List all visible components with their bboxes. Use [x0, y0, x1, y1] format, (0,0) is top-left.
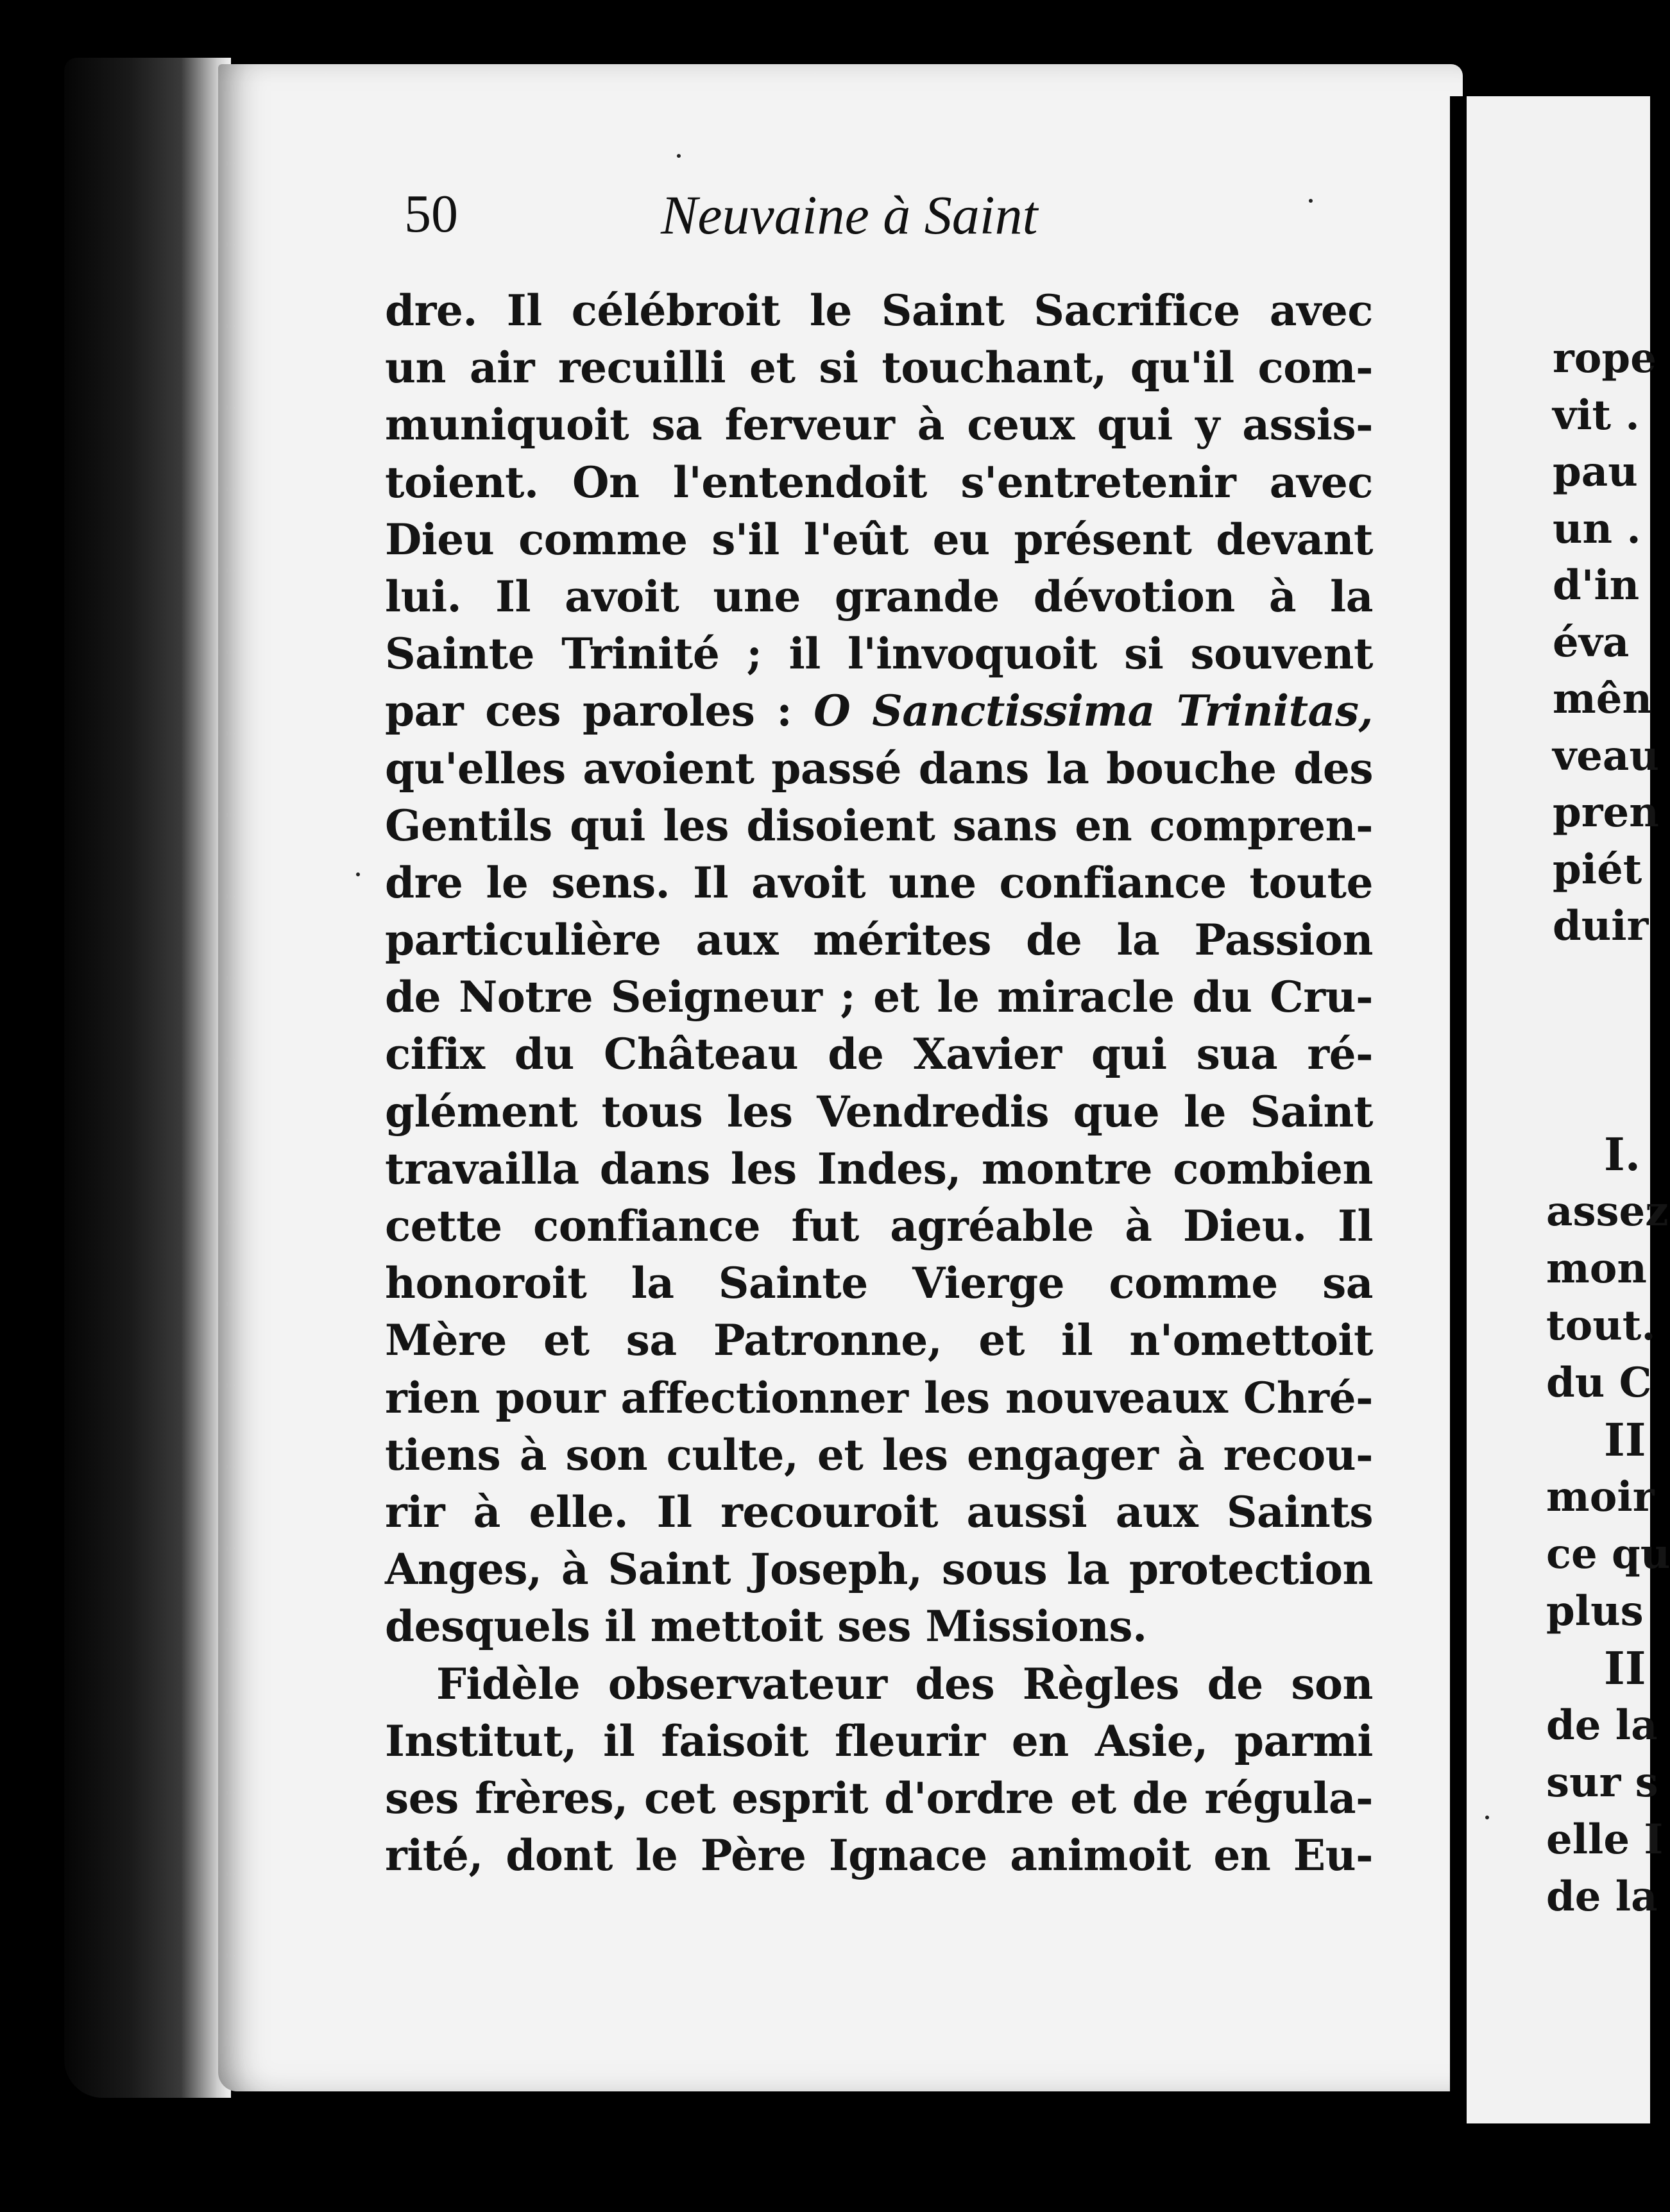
text-line: Gentils qui les disoient sans en compren-: [385, 800, 1373, 851]
text-line: rité, dont le Père Ignace animoit en Eu-: [385, 1830, 1373, 1881]
right-line: de la: [1546, 1701, 1658, 1749]
text-line: de Notre Seigneur ; et le miracle du Cru-: [385, 972, 1373, 1023]
text-line: Mère et sa Patronne, et il n'omettoit: [385, 1315, 1373, 1366]
right-line: sur s: [1546, 1758, 1658, 1807]
text-line: ses frères, cet esprit d'ordre et de régula-: [385, 1773, 1373, 1823]
text-line: travailla dans les Indes, montre combien: [385, 1143, 1373, 1194]
right-line: elle I: [1546, 1816, 1664, 1864]
right-numeral: II: [1604, 1642, 1646, 1695]
text-line: rien pour affectionner les nouveaux Chré-: [385, 1372, 1373, 1423]
right-line: vit .: [1553, 391, 1640, 439]
right-line: de la: [1546, 1873, 1658, 1921]
text-line: tiens à son culte, et les engager à recou-: [385, 1429, 1373, 1480]
right-line: mên: [1553, 675, 1652, 723]
text-line: qu'elles avoient passé dans la bouche des: [385, 743, 1373, 794]
right-line: pau: [1553, 448, 1638, 496]
right-line: duir: [1553, 902, 1649, 950]
right-page-text-bottom: [1546, 1126, 1670, 1925]
text-line: dre. Il célébroit le Saint Sacrifice avec: [385, 285, 1373, 336]
right-line: mon: [1546, 1245, 1647, 1293]
text-line: Dieu comme s'il l'eût eu présent devant: [385, 514, 1373, 565]
text-line: toient. On l'entendoit s'entretenir avec: [385, 457, 1373, 507]
right-line: ce qu: [1546, 1530, 1670, 1578]
text-line: Sainte Trinité ; il l'invoquoit si souvent: [385, 629, 1373, 679]
text-line: rir à elle. Il recouroit aussi aux Saints: [385, 1486, 1373, 1537]
text-line: cette confiance fut agréable à Dieu. Il: [385, 1201, 1373, 1251]
latin-invocation: O Sanctissima Trinitas,: [814, 686, 1373, 736]
text-line: honoroit la Sainte Vierge comme sa: [385, 1258, 1373, 1309]
text-line: dre le sens. Il avoit une confiance toute: [385, 857, 1373, 908]
text-fragment: par ces paroles :: [385, 686, 814, 736]
right-line: rope: [1553, 334, 1657, 382]
page-gutter: [1450, 96, 1467, 2111]
right-line: d'in: [1553, 561, 1640, 609]
text-line: un air recuilli et si touchant, qu'il com-: [385, 343, 1373, 393]
right-line: plus: [1546, 1587, 1644, 1635]
running-head: [404, 183, 1354, 253]
right-line: piét: [1553, 845, 1642, 894]
text-line: Anges, à Saint Joseph, sous la protection: [385, 1544, 1373, 1595]
right-numeral: I.: [1604, 1128, 1641, 1181]
right-line: un .: [1553, 504, 1641, 553]
text-line: glément tous les Vendredis que le Saint: [385, 1086, 1373, 1137]
right-line: moir: [1546, 1473, 1655, 1521]
book-binding: [64, 58, 231, 2098]
right-numeral: II: [1604, 1413, 1646, 1467]
body-text: [385, 282, 1373, 1884]
page-number: 50: [404, 184, 458, 244]
right-line: pren: [1553, 788, 1659, 837]
right-line: éva: [1553, 618, 1630, 667]
text-line: [385, 683, 1373, 740]
right-line: tout.: [1546, 1302, 1656, 1350]
right-page-text-top: [1553, 330, 1659, 955]
text-line: muniquoit sa ferveur à ceux qui y assis-: [385, 400, 1373, 450]
right-line: du C: [1546, 1359, 1652, 1407]
text-line: desquels il mettoit ses Missions.: [385, 1601, 1147, 1652]
text-line: Fidèle observateur des Règles de son: [436, 1658, 1373, 1709]
print-speck: [1309, 199, 1313, 203]
right-line: veau: [1553, 731, 1659, 780]
print-speck: [677, 154, 681, 158]
print-speck: [356, 872, 360, 876]
text-line: Institut, il faisoit fleurir en Asie, parmi: [385, 1715, 1373, 1766]
right-line: assez: [1546, 1187, 1669, 1236]
text-line: lui. Il avoit une grande dévotion à la: [385, 571, 1373, 622]
print-speck: [1485, 1816, 1489, 1819]
text-line: cifix du Château de Xavier qui sua ré-: [385, 1029, 1373, 1080]
text-line: particulière aux mérites de la Passion: [385, 915, 1373, 966]
running-head-title: Neuvaine à Saint: [661, 184, 1038, 246]
